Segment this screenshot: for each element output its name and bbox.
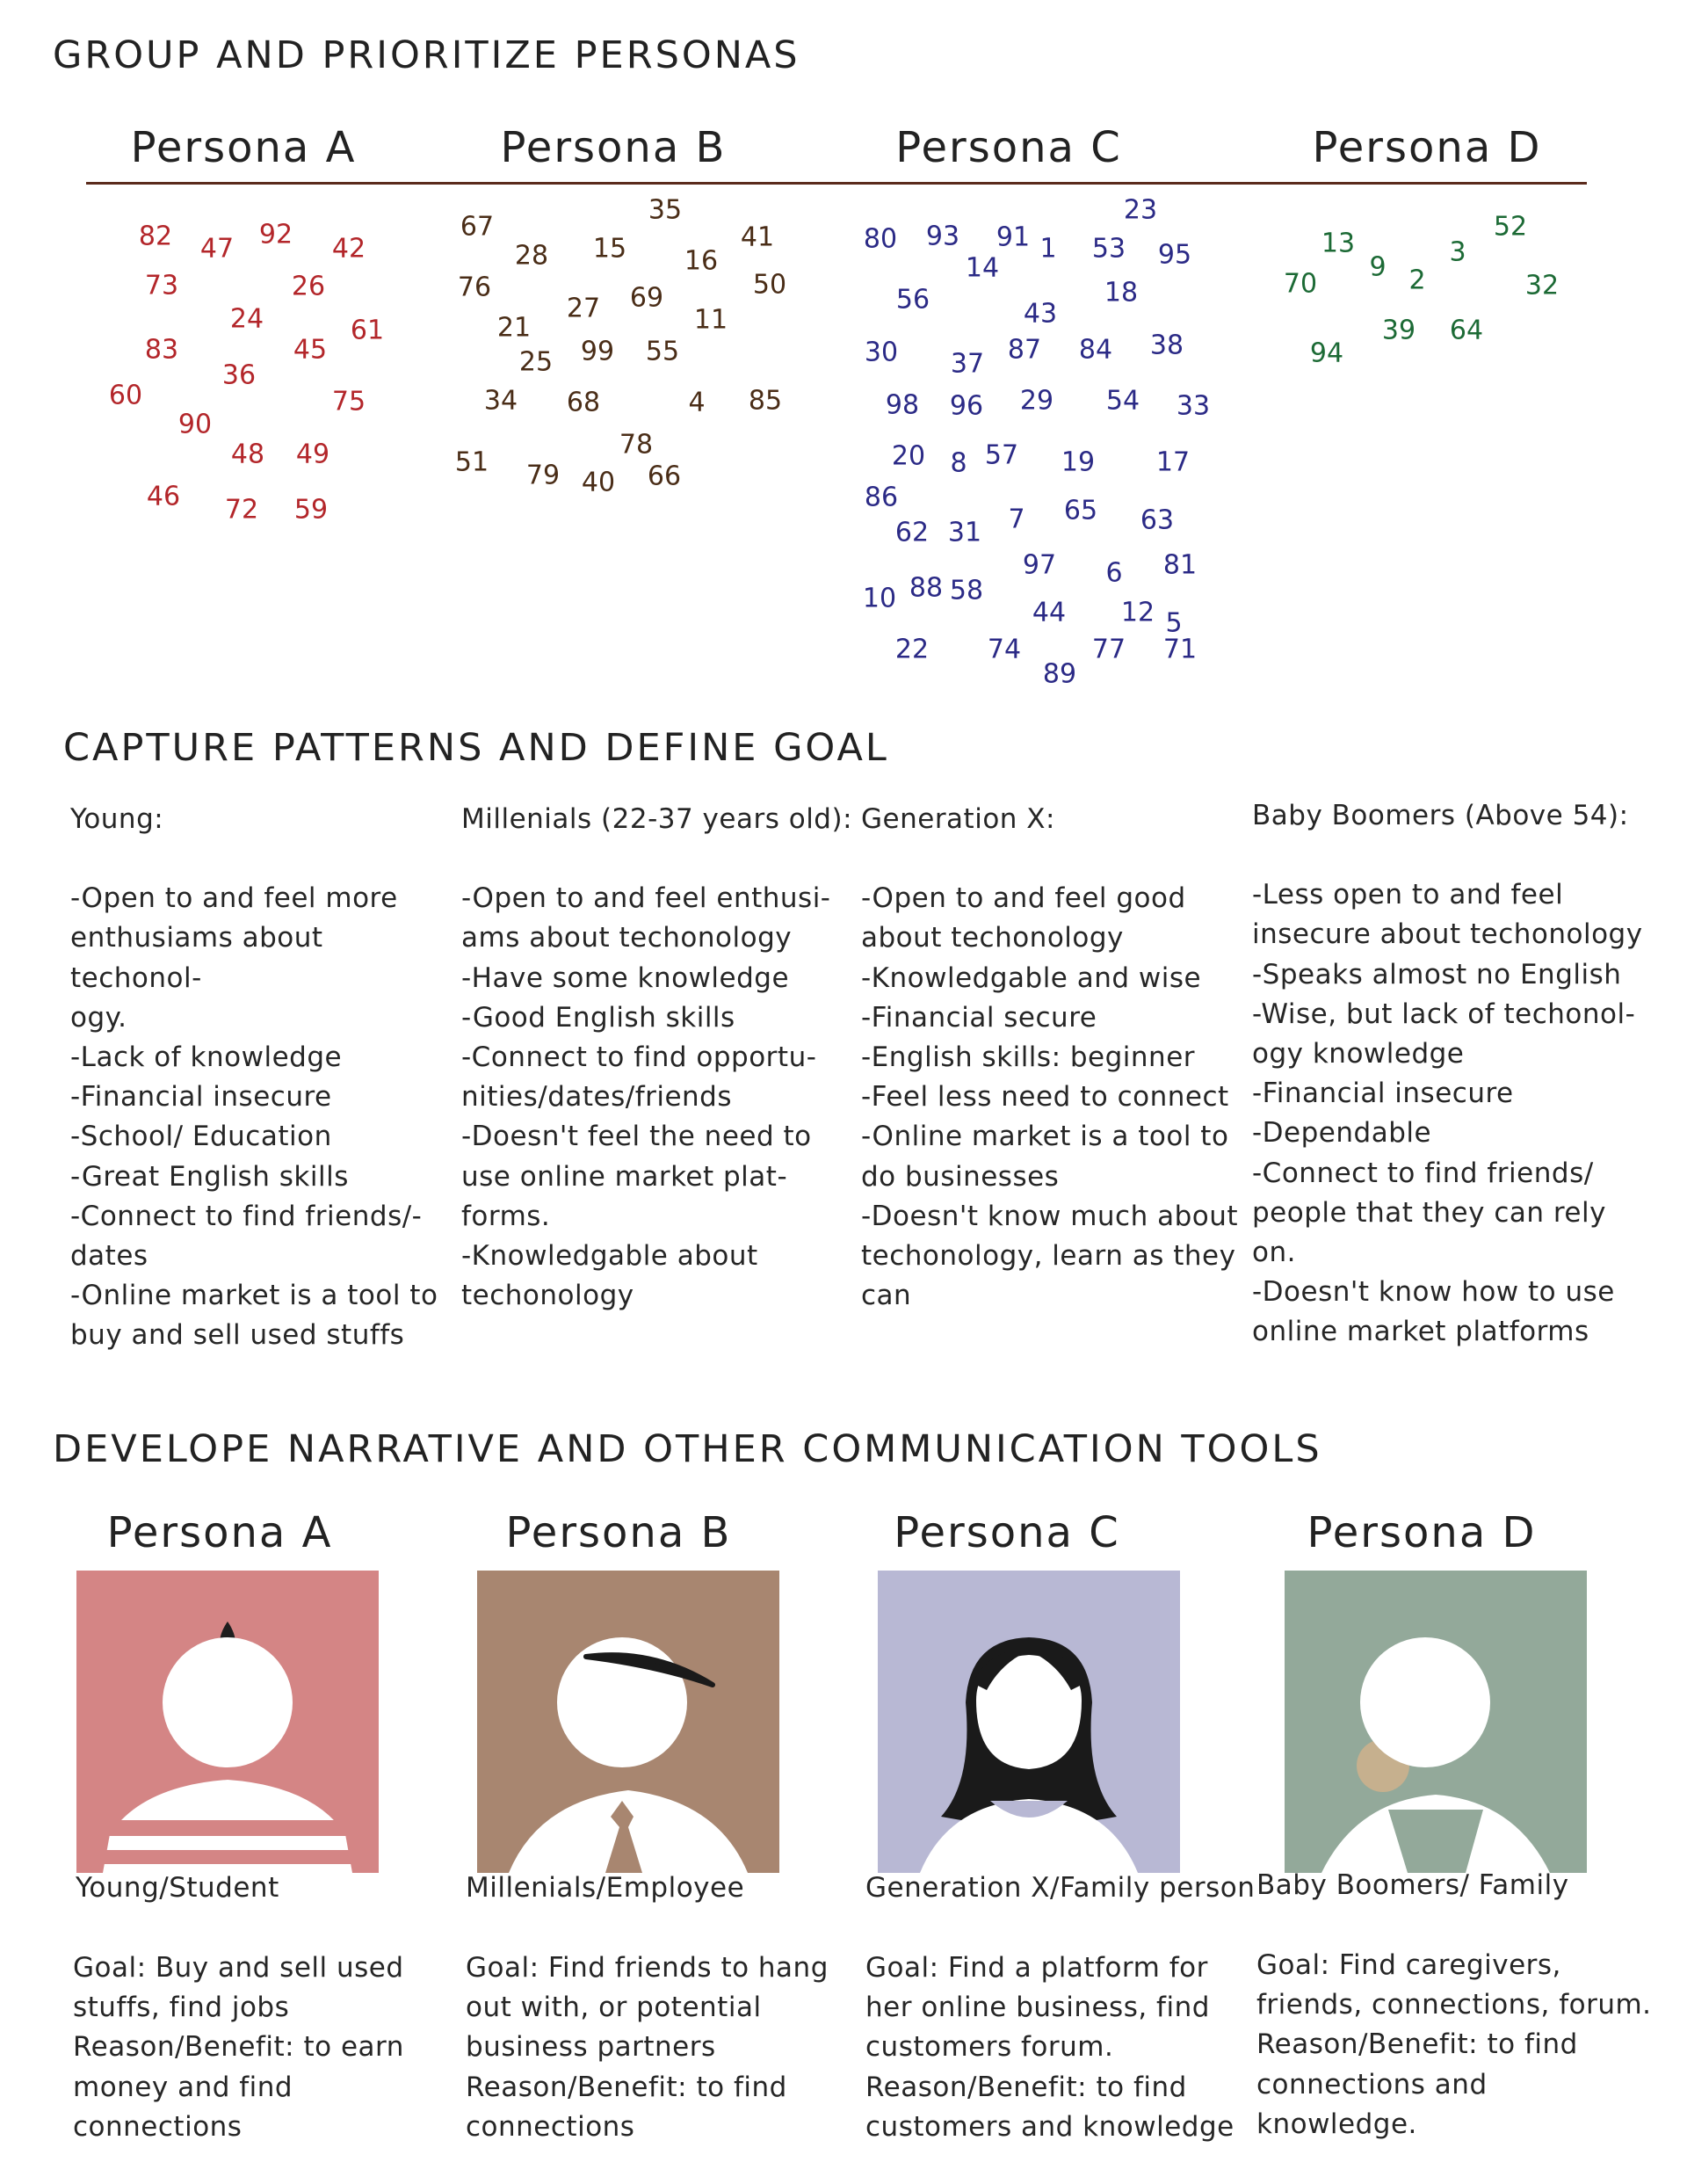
pattern-line: -Dependable — [1252, 1117, 1432, 1150]
pattern-line: -Connect to find opportu- — [461, 1041, 817, 1074]
persona-c-number: 84 — [1078, 334, 1113, 366]
pattern-line: nities/dates/friends — [461, 1081, 733, 1114]
persona-c-number: 7 — [1008, 504, 1025, 535]
persona-c-number: 98 — [885, 389, 920, 421]
persona-a-number: 48 — [230, 439, 265, 470]
baby-boomer-icon — [1285, 1571, 1587, 1873]
pattern-line: do businesses — [861, 1160, 1060, 1193]
persona-c-number: 6 — [1105, 557, 1123, 589]
role-label-b: Millenials/Employee — [466, 1872, 745, 1904]
goal-line: Reason/Benefit: to find — [1256, 2028, 1578, 2061]
persona-c-card-heading: Persona C — [894, 1508, 1120, 1557]
pattern-line: online market platforms — [1252, 1316, 1589, 1348]
baby-boomer-avatar — [1285, 1571, 1587, 1873]
persona-c-number: 8 — [950, 447, 967, 479]
persona-c-number: 54 — [1105, 385, 1140, 417]
pattern-line: -English skills: beginner — [861, 1041, 1196, 1074]
persona-a-number: 75 — [331, 386, 366, 417]
persona-b-number: 66 — [647, 461, 682, 492]
goal-line: Goal: Find a platform for — [865, 1952, 1208, 1984]
persona-c-number: 87 — [1007, 334, 1042, 366]
persona-a-number: 82 — [138, 221, 173, 252]
persona-divider-line — [86, 182, 1587, 185]
persona-d-number: 64 — [1449, 315, 1484, 346]
pattern-line: -Financial secure — [861, 1001, 1097, 1034]
persona-b-number: 16 — [684, 245, 719, 277]
pattern-line: ogy. — [70, 1001, 127, 1034]
pattern-line: -Have some knowledge — [461, 961, 790, 994]
pattern-line: -Online market is a tool to — [70, 1280, 438, 1312]
goal-line: connections — [466, 2110, 635, 2143]
persona-c-number: 71 — [1162, 634, 1198, 665]
persona-c-number: 43 — [1023, 298, 1058, 330]
persona-c-number: 56 — [895, 284, 930, 316]
pattern-line: -Open to and feel enthusi- — [461, 882, 831, 915]
persona-d-number: 94 — [1309, 337, 1344, 369]
persona-d-heading: Persona D — [1312, 123, 1542, 172]
persona-c-number: 20 — [891, 440, 926, 472]
persona-b-number: 99 — [580, 336, 615, 367]
persona-c-number: 10 — [862, 583, 897, 614]
persona-c-number: 74 — [987, 634, 1022, 665]
persona-a-number: 61 — [350, 315, 385, 346]
pattern-line: -Speaks almost no English — [1252, 958, 1622, 990]
generation-x-avatar — [878, 1571, 1180, 1873]
persona-a-number: 60 — [108, 380, 143, 411]
persona-c-number: 65 — [1063, 495, 1098, 526]
persona-c-number: 38 — [1149, 330, 1184, 361]
persona-a-number: 59 — [293, 494, 329, 526]
millenial-employee-icon — [477, 1571, 779, 1873]
persona-c-number: 96 — [949, 390, 984, 422]
persona-c-number: 88 — [909, 572, 944, 604]
persona-c-number: 86 — [864, 482, 899, 513]
persona-c-number: 93 — [925, 221, 960, 252]
persona-b-number: 68 — [566, 387, 601, 418]
pattern-list-d — [1252, 875, 1665, 1352]
goal-text-c — [865, 1948, 1261, 2147]
section-title-narrative: DEVELOPE NARRATIVE AND OTHER COMMUNICATION TOOLS — [53, 1427, 1322, 1471]
persona-c-number: 1 — [1039, 233, 1057, 265]
pattern-line: dates — [70, 1240, 148, 1273]
persona-b-number: 25 — [518, 346, 554, 378]
pattern-line: -Online market is a tool to — [861, 1121, 1229, 1153]
persona-c-number: 17 — [1155, 446, 1191, 478]
pattern-line: use online market plat- — [461, 1160, 788, 1193]
persona-a-number: 47 — [199, 233, 235, 265]
pattern-heading-b: Millenials (22-37 years old): — [461, 803, 853, 835]
pattern-line: -Great English skills — [70, 1160, 349, 1193]
persona-c-number: 44 — [1032, 597, 1067, 628]
persona-a-number: 49 — [295, 439, 330, 470]
role-label-c: Generation X/Family person — [865, 1872, 1256, 1904]
goal-line: Goal: Find caregivers, — [1256, 1949, 1561, 1981]
persona-a-number: 36 — [221, 359, 257, 391]
persona-c-number: 22 — [894, 634, 930, 665]
goal-line: friends, connections, forum. — [1256, 1989, 1652, 2021]
persona-a-card-heading: Persona A — [106, 1508, 333, 1557]
persona-c-number: 53 — [1091, 233, 1126, 265]
persona-b-number: 4 — [688, 387, 706, 418]
generation-x-icon — [878, 1571, 1180, 1873]
goal-line: business partners — [466, 2031, 716, 2064]
persona-d-card-heading: Persona D — [1307, 1508, 1537, 1557]
persona-c-number: 30 — [864, 337, 899, 368]
persona-b-heading: Persona B — [500, 123, 727, 172]
persona-d-number: 13 — [1321, 228, 1356, 259]
persona-c-number: 80 — [863, 223, 898, 255]
persona-b-number: 55 — [645, 336, 680, 367]
pattern-line: -Doesn't know much about — [861, 1200, 1239, 1232]
goal-text-a — [73, 1948, 468, 2147]
persona-c-number: 18 — [1104, 277, 1139, 308]
persona-c-number: 19 — [1061, 446, 1096, 478]
persona-b-number: 76 — [457, 272, 492, 303]
pattern-list-b — [461, 879, 848, 1316]
pattern-line: -Financial insecure — [1252, 1077, 1514, 1110]
pattern-column-c — [861, 800, 1248, 1316]
pattern-line: -Feel less need to connect — [861, 1081, 1229, 1114]
goal-line: money and find connections — [73, 2071, 293, 2143]
persona-a-number: 90 — [177, 409, 213, 440]
young-student-icon — [76, 1571, 379, 1873]
goal-line: Goal: Buy and sell used — [73, 1952, 404, 1984]
pattern-line: -Connect to find friends/ — [1252, 1157, 1594, 1189]
persona-a-number: 46 — [146, 481, 181, 512]
pattern-line: -Lack of knowledge — [70, 1041, 343, 1074]
pattern-column-b — [461, 800, 853, 1316]
goal-text-d — [1256, 1946, 1652, 2144]
pattern-column-a — [70, 800, 457, 1356]
persona-b-card-heading: Persona B — [505, 1508, 732, 1557]
pattern-line: -School/ Education — [70, 1121, 332, 1153]
goal-line: out with, or potential — [466, 1992, 762, 2024]
pattern-line: -Knowledgable about — [461, 1240, 758, 1273]
goal-line: her online business, find — [865, 1992, 1210, 2024]
pattern-line: techonology, learn as they — [861, 1240, 1236, 1273]
persona-d-number: 32 — [1524, 270, 1560, 301]
persona-a-number: 42 — [331, 233, 366, 265]
persona-b-number: 79 — [525, 460, 561, 491]
persona-c-heading: Persona C — [895, 123, 1122, 172]
persona-c-number: 97 — [1022, 549, 1057, 581]
goal-line: Reason/Benefit: to find — [865, 2071, 1187, 2103]
pattern-line: ams about techonology — [461, 922, 793, 954]
persona-b-number: 11 — [693, 304, 728, 336]
persona-c-number: 91 — [996, 221, 1031, 253]
pattern-line: -Connect to find friends/- — [70, 1200, 423, 1232]
pattern-line: -Doesn't feel the need to — [461, 1121, 812, 1153]
persona-a-number: 92 — [258, 219, 293, 250]
persona-c-number: 57 — [984, 439, 1019, 471]
persona-a-number: 73 — [144, 270, 179, 301]
role-label-d: Baby Boomers/ Family — [1256, 1869, 1569, 1901]
persona-c-number: 58 — [949, 575, 984, 606]
role-label-a: Young/Student — [76, 1872, 279, 1904]
persona-c-number: 29 — [1019, 385, 1054, 417]
pattern-heading-c: Generation X: — [861, 803, 1055, 835]
persona-b-number: 40 — [581, 467, 616, 498]
pattern-line: -Knowledgable and wise — [861, 961, 1202, 994]
persona-c-number: 62 — [894, 517, 930, 548]
persona-a-number: 45 — [293, 334, 328, 366]
young-student-avatar — [76, 1571, 379, 1873]
persona-b-number: 50 — [752, 269, 787, 301]
pattern-line: buy and sell used stuffs — [70, 1319, 405, 1352]
persona-d-number: 70 — [1283, 268, 1318, 300]
pattern-list-a — [70, 879, 457, 1355]
pattern-line: techonology — [461, 1280, 634, 1312]
persona-b-number: 15 — [592, 233, 627, 265]
pattern-line: -Good English skills — [461, 1001, 735, 1034]
persona-b-number: 67 — [460, 211, 495, 243]
persona-b-number: 21 — [496, 312, 532, 344]
persona-a-number: 26 — [291, 271, 326, 302]
persona-c-number: 63 — [1140, 504, 1175, 536]
persona-c-number: 95 — [1157, 239, 1192, 271]
pattern-line: people that they can rely — [1252, 1196, 1606, 1229]
persona-b-number: 51 — [454, 446, 489, 478]
persona-a-number: 83 — [144, 334, 179, 366]
section-title-patterns: CAPTURE PATTERNS AND DEFINE GOAL — [63, 726, 889, 770]
section-title-group: GROUP AND PRIORITIZE PERSONAS — [53, 33, 800, 77]
persona-a-number: 24 — [229, 303, 264, 335]
persona-b-number: 69 — [629, 282, 664, 314]
goal-line: Reason/Benefit: to find — [466, 2071, 787, 2103]
pattern-line: -Open to and feel more — [70, 882, 398, 915]
pattern-line: -Doesn't know how to use — [1252, 1276, 1615, 1309]
pattern-heading-d: Baby Boomers (Above 54): — [1252, 800, 1629, 831]
pattern-line: insecure about techonology — [1252, 918, 1643, 951]
pattern-line: -Wise, but lack of techonol- — [1252, 998, 1636, 1030]
persona-b-number: 78 — [619, 429, 654, 461]
persona-c-number: 81 — [1162, 549, 1198, 581]
persona-d-number: 9 — [1369, 251, 1387, 283]
persona-b-number: 85 — [748, 385, 783, 417]
persona-c-number: 77 — [1091, 634, 1126, 665]
pattern-line: on. — [1252, 1237, 1296, 1269]
goal-line: connections and knowledge. — [1256, 2068, 1488, 2140]
pattern-line: ogy knowledge — [1252, 1038, 1465, 1070]
pattern-line: -Less open to and feel — [1252, 879, 1564, 911]
persona-c-number: 5 — [1165, 607, 1183, 639]
pattern-line: enthusiams about techonol- — [70, 922, 323, 994]
pattern-line: forms. — [461, 1200, 551, 1232]
persona-b-number: 27 — [566, 293, 601, 324]
pattern-line: -Financial insecure — [70, 1081, 332, 1114]
persona-a-heading: Persona A — [130, 123, 357, 172]
pattern-list-c — [861, 879, 1248, 1316]
goal-line: stuffs, find jobs — [73, 1992, 290, 2024]
goal-line: customers and knowledge — [865, 2110, 1234, 2143]
persona-c-number: 31 — [947, 517, 982, 548]
goal-line: Goal: Find friends to hang — [466, 1952, 829, 1984]
goal-line: customers forum. — [865, 2031, 1114, 2064]
persona-c-number: 89 — [1042, 658, 1077, 690]
pattern-line: about techonology — [861, 922, 1124, 954]
pattern-column-d — [1252, 796, 1665, 1353]
persona-d-number: 39 — [1381, 315, 1416, 346]
pattern-line: -Open to and feel good — [861, 882, 1186, 915]
persona-c-number: 23 — [1123, 194, 1158, 226]
persona-a-number: 72 — [224, 494, 259, 526]
pattern-heading-a: Young: — [70, 803, 164, 835]
persona-c-number: 14 — [965, 252, 1000, 284]
pattern-line: can — [861, 1280, 912, 1312]
persona-b-number: 34 — [483, 385, 518, 417]
millenial-employee-avatar — [477, 1571, 779, 1873]
persona-c-number: 33 — [1176, 390, 1211, 422]
persona-b-number: 41 — [740, 221, 775, 253]
persona-d-number: 2 — [1408, 265, 1426, 296]
persona-d-number: 3 — [1449, 236, 1466, 268]
persona-c-number: 37 — [950, 348, 985, 380]
goal-text-b — [466, 1948, 861, 2147]
persona-b-number: 35 — [648, 194, 683, 226]
goal-line: Reason/Benefit: to earn — [73, 2031, 404, 2064]
persona-d-number: 52 — [1493, 211, 1528, 243]
persona-c-number: 12 — [1120, 597, 1155, 628]
persona-b-number: 28 — [514, 240, 549, 272]
